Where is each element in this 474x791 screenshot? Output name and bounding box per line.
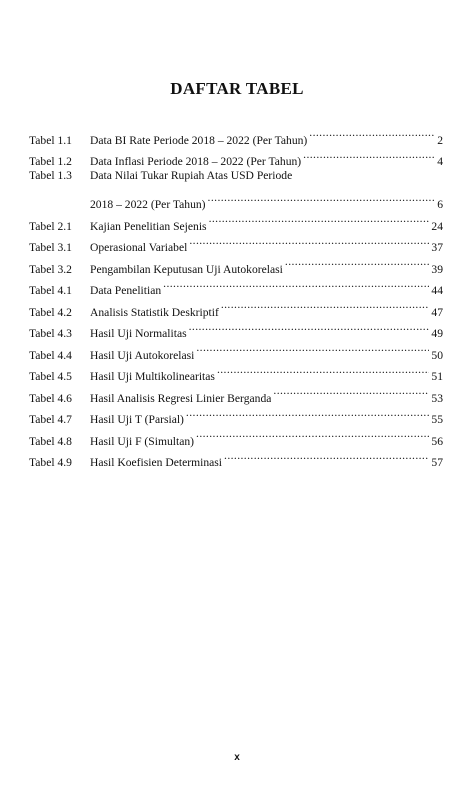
toc-entry xyxy=(29,122,443,147)
toc-entry-page: 39 xyxy=(431,262,443,276)
toc-entry-page: 2 xyxy=(437,133,443,147)
toc-entry-page: 44 xyxy=(431,284,443,297)
toc-entry-label: Tabel 4.9 xyxy=(29,456,72,469)
toc-entry-label: Tabel 3.1 xyxy=(29,241,72,254)
toc-entry-label: Tabel 1.2 xyxy=(29,155,72,168)
toc-entry-label: Tabel 4.4 xyxy=(29,348,72,362)
toc-entry-title: Data Penelitian xyxy=(90,284,162,297)
toc-entry-title: Hasil Uji Autokorelasi xyxy=(90,348,195,362)
toc-entry-label: Tabel 4.1 xyxy=(29,284,72,297)
toc-entry-page: 56 xyxy=(431,434,443,448)
dot-leader xyxy=(196,423,429,445)
toc-entry-page: 37 xyxy=(431,241,443,254)
toc-entry-page: 57 xyxy=(431,456,443,469)
dot-leader xyxy=(309,122,435,144)
toc-entry-title: Hasil Uji T (Parsial) xyxy=(90,413,184,426)
toc-entry-page: 53 xyxy=(431,391,443,405)
dot-leader xyxy=(303,144,435,166)
toc-entry-label: Tabel 4.5 xyxy=(29,370,72,383)
dot-leader xyxy=(196,337,429,359)
toc-entry-title: Kajian Penelitian Sejenis xyxy=(90,219,207,233)
toc-entry-label: Tabel 4.7 xyxy=(29,413,72,426)
table-of-contents xyxy=(29,122,443,469)
toc-entry-title: Analisis Statistik Deskriptif xyxy=(90,305,219,319)
dot-leader xyxy=(163,273,429,295)
dot-leader xyxy=(189,230,429,252)
toc-entry-page: 4 xyxy=(437,155,443,168)
toc-entry-title: Data Nilai Tukar Rupiah Atas USD Periode xyxy=(90,169,293,182)
dot-leader xyxy=(285,251,430,273)
toc-entry-title: Pengambilan Keputusan Uji Autokorelasi xyxy=(90,262,283,276)
dot-leader xyxy=(186,402,429,424)
toc-entry-page: 49 xyxy=(431,327,443,340)
toc-entry-page: 50 xyxy=(431,348,443,362)
toc-entry-label: Tabel 2.1 xyxy=(29,219,72,233)
dot-leader xyxy=(273,380,429,402)
toc-entry-title-continuation: 2018 – 2022 (Per Tahun) xyxy=(90,198,206,211)
toc-entry-label: Tabel 1.1 xyxy=(29,133,72,147)
dot-leader xyxy=(208,187,436,209)
toc-entry-title: Hasil Uji Normalitas xyxy=(90,327,187,340)
toc-entry-title: Data BI Rate Periode 2018 – 2022 (Per Tahun) xyxy=(90,133,308,147)
toc-entry xyxy=(29,165,443,187)
toc-entry-page: 24 xyxy=(431,219,443,233)
toc-entry-title: Hasil Uji Multikolinearitas xyxy=(90,370,215,383)
toc-entry-label: Tabel 4.3 xyxy=(29,327,72,340)
dot-leader xyxy=(217,359,429,381)
footer-page-number: x xyxy=(234,752,240,763)
toc-entry-page: 55 xyxy=(431,413,443,426)
toc-entry-title: Hasil Analisis Regresi Linier Berganda xyxy=(90,391,272,405)
toc-entry-continuation xyxy=(29,187,443,209)
toc-entry-page: 51 xyxy=(431,370,443,383)
page-title: DAFTAR TABEL xyxy=(170,79,304,98)
toc-entry-title: Operasional Variabel xyxy=(90,241,188,254)
dot-leader xyxy=(224,445,429,467)
toc-entry-title: Hasil Koefisien Determinasi xyxy=(90,456,223,469)
toc-entry-title: Data Inflasi Periode 2018 – 2022 (Per Tahun) xyxy=(90,155,302,168)
toc-entry-label: Tabel 4.6 xyxy=(29,391,72,405)
toc-entry-label: Tabel 4.2 xyxy=(29,305,72,319)
dot-leader xyxy=(221,294,430,316)
dot-leader xyxy=(209,208,430,230)
toc-entry-page: 47 xyxy=(431,305,443,319)
toc-entry-label: Tabel 3.2 xyxy=(29,262,72,276)
toc-entry-label: Tabel 1.3 xyxy=(29,169,72,182)
toc-entry-title: Hasil Uji F (Simultan) xyxy=(90,434,195,448)
toc-entry-label: Tabel 4.8 xyxy=(29,434,72,448)
toc-entry-page: 6 xyxy=(437,198,443,211)
dot-leader xyxy=(189,316,430,338)
